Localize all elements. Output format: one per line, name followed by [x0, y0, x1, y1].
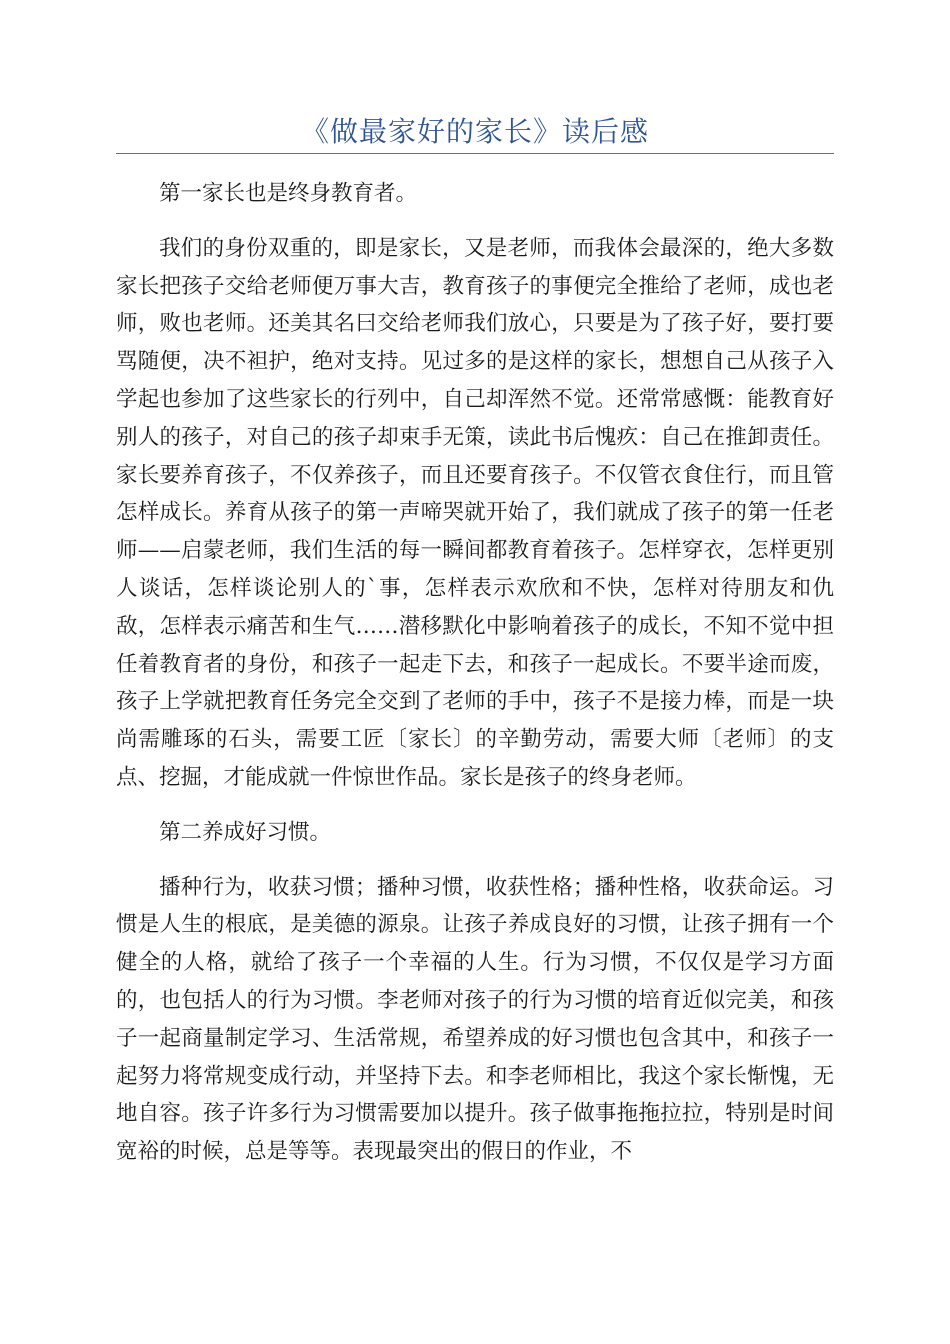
section-paragraph-2: 播种行为，收获习惯；播种习惯，收获性格；播种性格，收获命运。习惯是人生的根底，是美德的源泉。让孩子养成良好的习惯，让孩子拥有一个健全的人格，就给了孩子一个幸福的人生。行为习惯，不仅仅是学习方面的，也包括人的行为习惯。李老师对孩子的行为习惯的培育近似完美，和孩子一起商量制定学习、生活常规，希望养成的好习惯也包含其中，和孩子一起努力将常规变成行动，并坚持下去。和李老师相比，我这个家长惭愧，无地自容。孩子许多行为习惯需要加以提升。孩子做事拖拖拉拉，特别是时间宽裕的时候，总是等等。表现最突出的假日的作业，不 [116, 874, 834, 1165]
section-heading-2: 第二养成好习惯。 [159, 819, 332, 845]
section-paragraph-1: 我们的身份双重的，即是家长，又是老师，而我体会最深的，绝大多数家长把孩子交给老师便万事大吉，教育孩子的事便完全推给了老师，成也老师，败也老师。还美其名曰交给老师我们放心，只要是为了孩子好，要打要骂随便，决不袒护，绝对支持。见过多的是这样的家长，想想自己从孩子入学起也参加了这些家长的行列中，自己却浑然不觉。还常常感慨：能教育好别人的孩子，对自己的孩子却束手无策，读此书后愧疚：自己在推卸责任。家长要养育孩子，不仅养孩子，而且还要育孩子。不仅管衣食住行，而且管怎样成长。养育从孩子的第一声啼哭就开始了，我们就成了孩子的第一任老师——启蒙老师，我们生活的每一瞬间都教育着孩子。怎样穿衣，怎样更别人谈话，怎样谈论别人的`事，怎样表示欢欣和不快，怎样对待朋友和仇敌，怎样表示痛苦和生气……潜移默化中影响着孩子的成长，不知不觉中担任着教育者的身份，和孩子一起走下去，和孩子一起成长。不要半途而废，孩子上学就把教育任务完全交到了老师的手中，孩子不是接力棒，而是一块尚需雕琢的石头，需要工匠〔家长〕的辛勤劳动，需要大师〔老师〕的支点、挖掘，才能成就一件惊世作品。家长是孩子的终身老师。 [116, 235, 834, 790]
section-heading-1: 第一家长也是终身教育者。 [159, 181, 418, 206]
document-title: 《做最家好的家长》读后感 [300, 115, 649, 148]
title-underline [116, 153, 834, 154]
document-body [116, 175, 834, 1188]
